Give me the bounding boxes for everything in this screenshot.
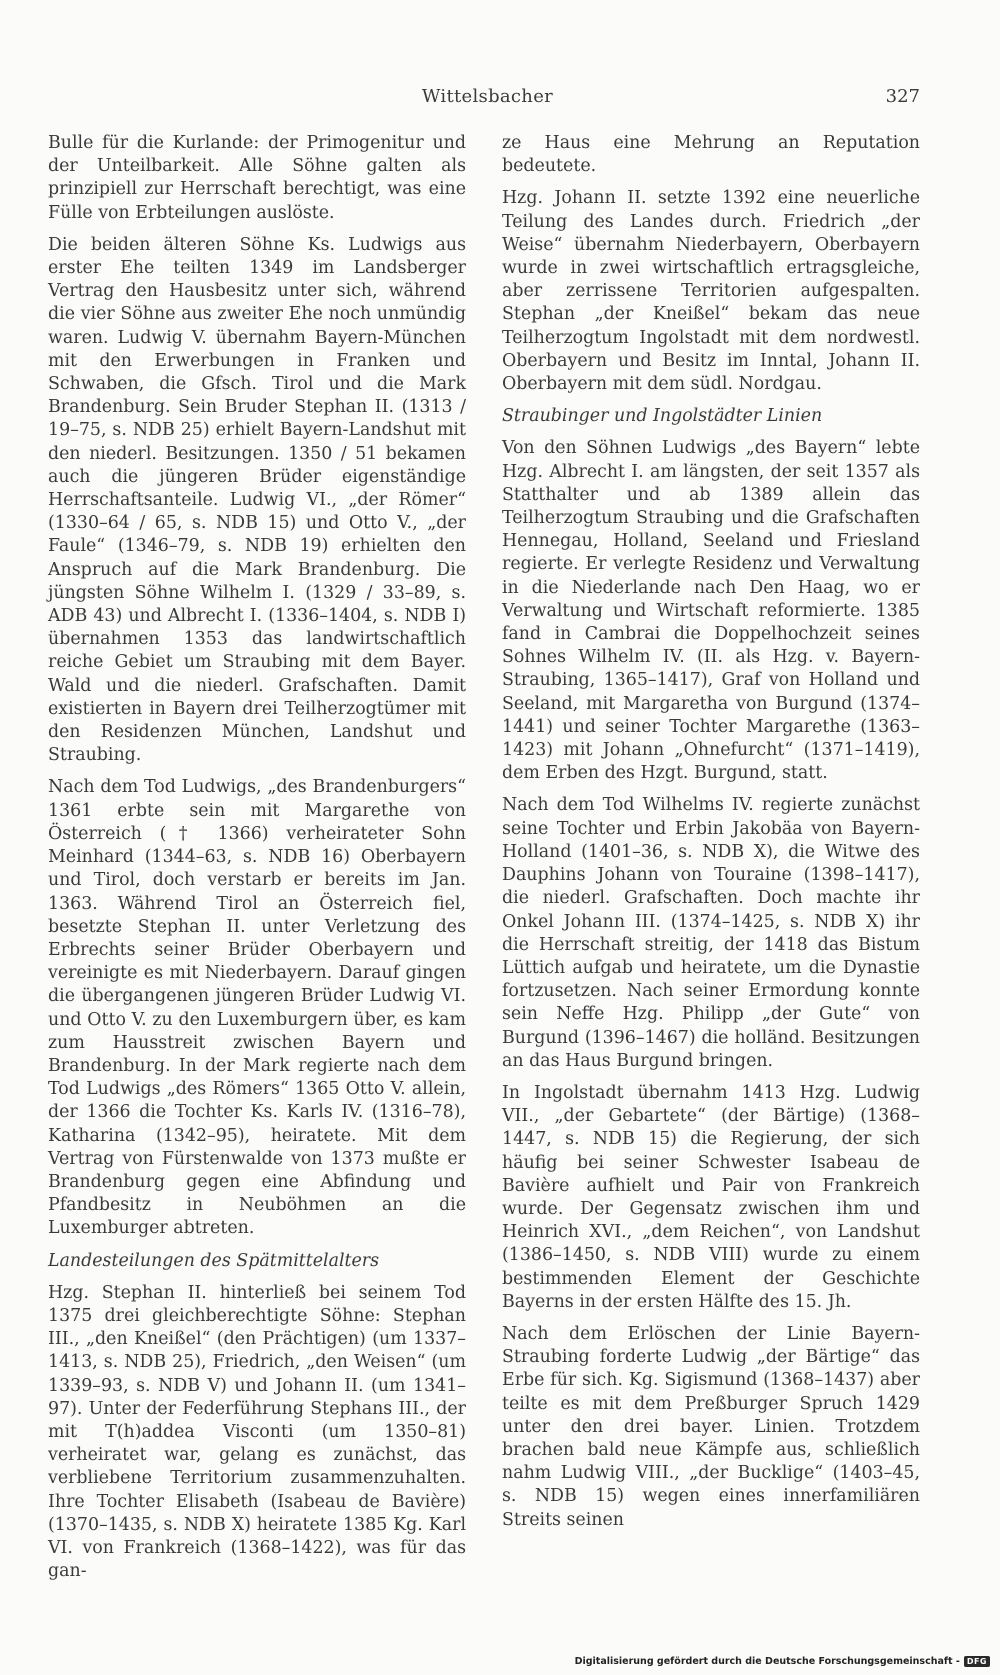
paragraph: Die beiden älteren Söhne Ks. Ludwigs aus erster Ehe teilten 1349 im Landsberger Vertrag den Hausbesitz unter sich, während die vier Söhne aus zweiter Ehe noch unmündig waren. Ludwig V. übernahm Bayern-München mit den Erwerbungen in Franken und Schwaben, die Gfsch. Tirol und die Mark Brandenburg. Sein Bruder Stephan II. (1313 / 19–75, s. NDB 25) erhielt Bayern-Landshut mit den niederl. Besitzungen. 1350 / 51 bekamen auch die jüngeren Brüder eigenständige Herrschaftsanteile. Ludwig VI., „der Römer“ (1330–64 / 65, s. NDB 15) und Otto V., „der Faule“ (1346–79, s. NDB 19) erhielten den Anspruch auf die Mark Brandenburg. Die jüngsten Söhne Wilhelm I. (1329 / 33–89, s. ADB 43) und Albrecht I. (1336–1404, s. NDB I) übernahmen 1353 das landwirtschaftlich reiche Gebiet um Straubing mit dem Bayer. Wald und die niederl. Grafschaften. Damit existierten in Bayern drei Teilherzogtümer mit den Residenzen München, Landshut und Straubing. xyxy=(48,234,466,766)
paragraph: Bulle für die Kurlande: der Primogenitur und der Unteilbarkeit. Alle Söhne galten als prinzipiell zur Herrschaft berechtigt, was eine Fülle von Erbteilungen auslöste. xyxy=(48,133,466,223)
section-heading: Straubinger und Ingolstädter Linien xyxy=(502,406,823,427)
digitization-footer xyxy=(575,1656,990,1667)
page-header xyxy=(0,86,1000,112)
paragraph: Von den Söhnen Ludwigs „des Bayern“ lebte Hzg. Albrecht I. am längsten, der seit 1357 als Statthalter und ab 1389 allein das Teilherzogtum Straubing und die Grafschaften Hennegau, Holland, Seeland und Friesland regierte. Er verlegte Residenz und Verwaltung in die Niederlande nach Den Haag, wo er Verwaltung und Wirtschaft reformierte. 1385 fand in Cambrai die Doppelhochzeit seines Sohnes Wilhelm IV. (II. als Hzg. v. Bayern-Straubing, 1365–1417), Graf von Holland und Seeland, mit Margaretha von Burgund (1374–1441) und seiner Tochter Margarethe (1363–1423) mit Johann „Ohnefurcht“ (1371–1419), dem Erben des Hzgt. Burgund, statt. xyxy=(502,438,920,784)
dfg-logo: DFG xyxy=(964,1656,990,1667)
paragraph: Hzg. Stephan II. hinterließ bei seinem Tod 1375 drei gleichberechtigte Söhne: Stephan III., „den Kneißel“ (den Prächtigen) (um 1337–1413, s. NDB 25), Friedrich, „den Weisen“ (um 1339–93, s. NDB V) und Johann II. (um 1341–97). Unter der Federführung Stephans III., der mit T(h)addea Visconti (um 1350–81) verheiratet war, gelang es zunächst, das verbliebene Territorium zusammenzuhalten. Ihre Tochter Elisabeth (Isabeau de Bavière) (1370–1435, s. NDB X) heiratete 1385 Kg. Karl VI. von Frankreich (1368–1422), was für das gan- xyxy=(48,1282,466,1582)
page-number: 327 xyxy=(885,86,920,107)
left-column xyxy=(48,132,466,1592)
paragraph: ze Haus eine Mehrung an Reputation bedeutete. xyxy=(502,133,920,177)
paragraph: Hzg. Johann II. setzte 1392 eine neuerliche Teilung des Landes durch. Friedrich „der Weise“ übernahm Niederbayern, Oberbayern wurde in zwei wirtschaftlich ertragsgleiche, aber zerrissene Territorien aufgespalten. Stephan „der Kneißel“ bekam das neue Teilherzogtum Ingolstadt mit dem nordwestl. Oberbayern und Besitz im Inntal, Johann II. Oberbayern mit dem südl. Nordgau. xyxy=(502,188,920,395)
paragraph: Nach dem Erlöschen der Linie Bayern-Straubing forderte Ludwig „der Bärtige“ das Erbe für sich. Kg. Sigismund (1368–1437) aber teilte es mit dem Preßburger Spruch 1429 unter den drei bayer. Linien. Trotzdem brachen bald neue Kämpfe aus, schließlich nahm Ludwig VIII., „der Bucklige“ (1403–45, s. NDB 15) wegen eines innerfamiliären Streits seinen xyxy=(502,1323,920,1530)
footer-text: Digitalisierung gefördert durch die Deutsche Forschungsgemeinschaft - xyxy=(574,1656,960,1667)
running-title: Wittelsbacher xyxy=(421,86,554,107)
paragraph: Nach dem Tod Ludwigs, „des Brandenburgers“ 1361 erbte sein mit Margarethe von Österreich († 1366) verheirateter Sohn Meinhard (1344–63, s. NDB 16) Oberbayern und Tirol, doch verstarb er bereits im Jan. 1363. Während Tirol an Österreich fiel, besetzte Stephan II. unter Verletzung des Erbrechts seiner Brüder Oberbayern und vereinigte es mit Niederbayern. Darauf gingen die übergangenen jüngeren Brüder Ludwig VI. und Otto V. zu den Luxemburgern über, es kam zum Hausstreit zwischen Bayern und Brandenburg. In der Mark regierte nach dem Tod Ludwigs „des Römers“ 1365 Otto V. allein, der 1366 die Tochter Ks. Karls IV. (1316–78), Katharina (1342–95), heiratete. Mit dem Vertrag von Fürstenwalde von 1373 mußte er Brandenburg gegen eine Abfindung und Pfandbesitz in Neuböhmen an die Luxemburger abtreten. xyxy=(48,777,466,1239)
paragraph: Nach dem Tod Wilhelms IV. regierte zunächst seine Tochter und Erbin Jakobäa von Bayern-Holland (1401–36, s. NDB X), die Witwe des Dauphins Johann von Touraine (1398–1417), die niederl. Grafschaften. Doch machte ihr Onkel Johann III. (1374–1425, s. NDB X) ihr die Herrschaft streitig, der 1418 das Bistum Lüttich aufgab und heiratete, um die Dynastie fortzusetzen. Nach seiner Ermordung konnte sein Neffe Hzg. Philipp „der Gute“ von Burgund (1396–1467) die holländ. Besitzungen an das Haus Burgund bringen. xyxy=(502,795,920,1071)
paragraph: In Ingolstadt übernahm 1413 Hzg. Ludwig VII., „der Gebartete“ (der Bärtige) (1368–1447, s. NDB 15) die Regierung, der sich häufig bei seiner Schwester Isabeau de Bavière aufhielt und Pair von Frankreich wurde. Der Gegensatz zwischen ihm und Heinrich XVI., „dem Reichen“, von Landshut (1386–1450, s. NDB VIII) wurde zu einem bestimmenden Element der Geschichte Bayerns in der ersten Hälfte des 15. Jh. xyxy=(502,1082,920,1312)
right-column xyxy=(502,132,920,1541)
section-heading: Landesteilungen des Spätmittelalters xyxy=(48,1250,380,1271)
